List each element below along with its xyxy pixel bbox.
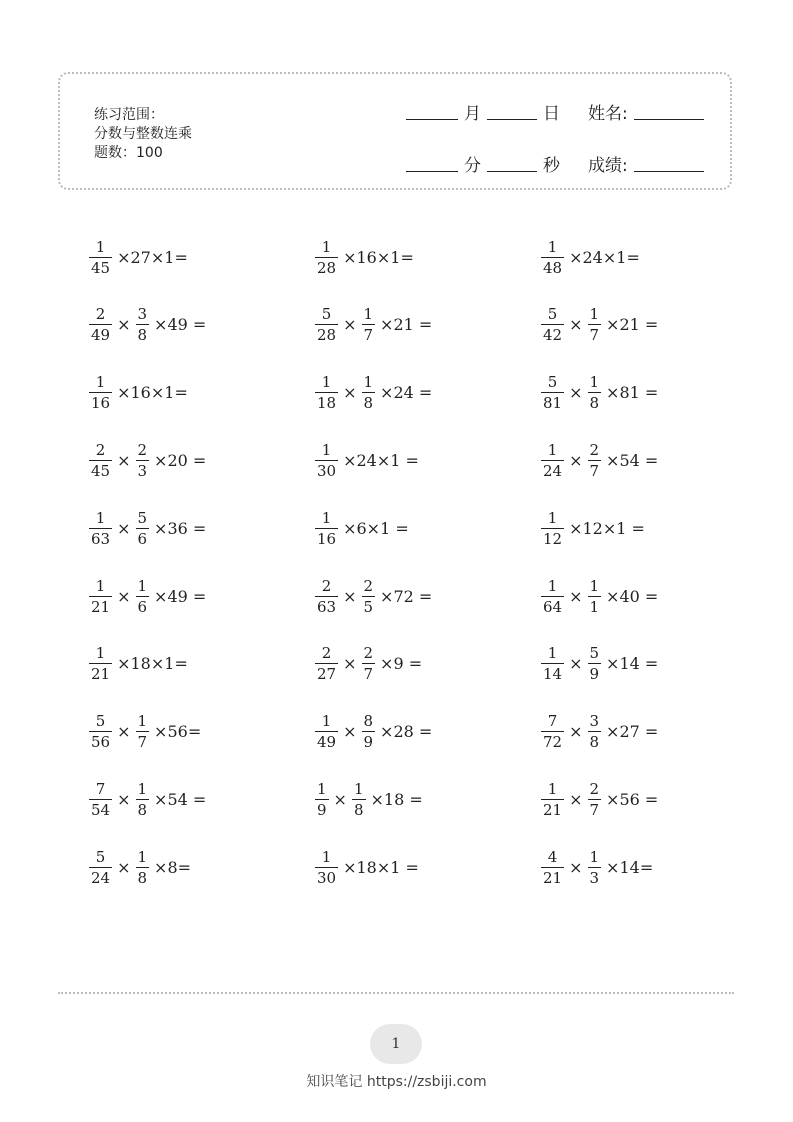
denominator: 42 (543, 326, 563, 345)
numerator: 1 (547, 508, 558, 527)
problem-item (86, 370, 188, 416)
numerator: 1 (137, 712, 148, 731)
denominator: 49 (91, 326, 111, 345)
numerator: 2 (137, 440, 148, 459)
problem-tail: ×18×1= (117, 654, 188, 674)
fraction (315, 712, 338, 751)
month-blank[interactable] (406, 103, 458, 120)
numerator: 7 (547, 712, 558, 731)
worksheet-info (94, 106, 192, 163)
denominator: 1 (589, 597, 600, 616)
denominator: 9 (317, 800, 327, 819)
problem-row (86, 573, 706, 623)
problem-tail: ×56= (154, 722, 202, 742)
numerator: 1 (137, 779, 148, 798)
problem-item (312, 641, 422, 687)
problem-item (86, 302, 206, 348)
problem-row (86, 776, 706, 826)
multiply-sign: × (343, 586, 357, 606)
denominator: 6 (137, 529, 148, 548)
problem-tail: ×14= (606, 857, 654, 877)
problem-tail: ×27×1= (117, 247, 188, 267)
denominator: 8 (363, 394, 374, 413)
denominator: 14 (543, 665, 563, 684)
multiply-sign: × (343, 383, 357, 403)
fraction (136, 780, 150, 819)
numerator: 1 (547, 779, 558, 798)
numerator: 2 (95, 440, 106, 459)
score-label: 成绩: (588, 155, 628, 176)
fraction (89, 712, 112, 751)
numerator: 1 (589, 847, 600, 866)
fraction (362, 373, 376, 412)
problem-item (538, 234, 640, 280)
numerator: 1 (317, 779, 327, 798)
denominator: 8 (137, 800, 148, 819)
numerator: 5 (547, 305, 558, 324)
fraction (89, 373, 112, 412)
numerator: 5 (547, 373, 558, 392)
second-label: 秒 (543, 155, 560, 176)
fraction (136, 848, 150, 887)
denominator: 7 (589, 326, 600, 345)
month-label: 月 (464, 103, 481, 124)
range-value: 分数与整数连乘 (94, 126, 192, 142)
numerator: 1 (589, 373, 600, 392)
problem-item (312, 370, 432, 416)
problem-row (86, 437, 706, 487)
problem-item (538, 437, 658, 483)
numerator: 2 (589, 779, 600, 798)
numerator: 1 (547, 576, 558, 595)
fraction (136, 441, 150, 480)
day-blank[interactable] (487, 103, 537, 120)
problem-item (86, 776, 206, 822)
denominator: 63 (91, 529, 111, 548)
fraction (89, 509, 112, 548)
problem-tail: ×72 = (380, 586, 433, 606)
multiply-sign: × (117, 586, 131, 606)
fraction (588, 441, 602, 480)
numerator: 1 (137, 576, 148, 595)
problem-item (312, 505, 409, 551)
numerator: 2 (321, 644, 332, 663)
problem-item (312, 776, 423, 822)
denominator: 7 (363, 326, 374, 345)
name-blank[interactable] (634, 103, 704, 120)
fraction (89, 441, 112, 480)
denominator: 81 (543, 394, 563, 413)
problem-item (538, 709, 658, 755)
denominator: 8 (589, 394, 600, 413)
problem-tail: ×56 = (606, 789, 659, 809)
fraction (136, 577, 150, 616)
numerator: 1 (321, 237, 332, 256)
fraction (136, 305, 150, 344)
footer-divider (58, 992, 734, 994)
fraction (588, 305, 602, 344)
fraction (541, 238, 564, 277)
denominator: 5 (363, 597, 374, 616)
problem-item (538, 776, 658, 822)
problem-item (86, 234, 188, 280)
problem-tail: ×21 = (606, 315, 659, 335)
problem-tail: ×20 = (154, 450, 207, 470)
fraction (362, 644, 376, 683)
fraction (588, 373, 602, 412)
problem-item (312, 437, 419, 483)
page-number: 1 (370, 1024, 422, 1064)
problem-item (538, 302, 658, 348)
numerator: 5 (95, 847, 106, 866)
denominator: 30 (317, 868, 337, 887)
problem-tail: ×81 = (606, 383, 659, 403)
problem-tail: ×49 = (154, 586, 207, 606)
numerator: 1 (137, 847, 148, 866)
problem-tail: ×54 = (154, 789, 207, 809)
fraction (315, 441, 338, 480)
problem-tail: ×8= (154, 857, 192, 877)
fraction (89, 644, 112, 683)
problem-item (312, 709, 432, 755)
numerator: 1 (95, 576, 106, 595)
day-label: 日 (543, 103, 560, 124)
problem-tail: ×28 = (380, 722, 433, 742)
problem-tail: ×6×1 = (343, 518, 409, 538)
multiply-sign: × (343, 654, 357, 674)
problem-tail: ×24×1= (569, 247, 640, 267)
fraction (588, 780, 602, 819)
denominator: 7 (589, 800, 600, 819)
denominator: 63 (317, 597, 337, 616)
multiply-sign: × (117, 857, 131, 877)
problem-tail: ×24×1 = (343, 450, 419, 470)
problem-count: 题数：100 (94, 145, 163, 161)
numerator: 1 (95, 237, 106, 256)
fraction (89, 305, 112, 344)
problem-tail: ×18 = (370, 789, 423, 809)
problem-row (86, 234, 706, 284)
denominator: 9 (363, 733, 374, 752)
denominator: 72 (543, 733, 563, 752)
problem-row (86, 641, 706, 691)
numerator: 1 (589, 305, 600, 324)
fraction (588, 848, 602, 887)
numerator: 1 (321, 373, 332, 392)
multiply-sign: × (333, 789, 347, 809)
problem-tail: ×14 = (606, 654, 659, 674)
minute-blank[interactable] (406, 155, 458, 172)
problem-item (312, 234, 414, 280)
problem-tail: ×21 = (380, 315, 433, 335)
numerator: 1 (547, 644, 558, 663)
denominator: 56 (91, 733, 111, 752)
fraction (541, 441, 564, 480)
fraction (362, 577, 376, 616)
problem-row (86, 505, 706, 555)
multiply-sign: × (117, 518, 131, 538)
date-name-row (406, 98, 716, 124)
fraction (315, 644, 338, 683)
problem-item (86, 709, 201, 755)
time-score-row (406, 150, 716, 176)
fraction (541, 712, 564, 751)
numerator: 5 (589, 644, 600, 663)
denominator: 7 (137, 733, 148, 752)
denominator: 21 (91, 665, 111, 684)
fraction (541, 848, 564, 887)
multiply-sign: × (343, 722, 357, 742)
numerator: 2 (95, 305, 106, 324)
denominator: 6 (137, 597, 148, 616)
fraction (541, 577, 564, 616)
problem-tail: ×49 = (154, 315, 207, 335)
numerator: 1 (321, 712, 332, 731)
problem-tail: ×24 = (380, 383, 433, 403)
fraction (541, 305, 564, 344)
denominator: 16 (317, 529, 337, 548)
denominator: 28 (317, 326, 337, 345)
multiply-sign: × (569, 654, 583, 674)
fraction (89, 780, 112, 819)
numerator: 2 (363, 644, 374, 663)
problem-item (538, 641, 658, 687)
multiply-sign: × (569, 315, 583, 335)
problem-tail: ×27 = (606, 722, 659, 742)
numerator: 1 (321, 440, 332, 459)
problem-tail: ×9 = (380, 654, 423, 674)
problem-item (86, 641, 188, 687)
problem-item (538, 370, 658, 416)
student-fields (406, 98, 716, 176)
denominator: 16 (91, 394, 111, 413)
problem-row (86, 709, 706, 759)
fraction (89, 577, 112, 616)
problem-item (86, 437, 206, 483)
problem-item (86, 573, 206, 619)
fraction (588, 644, 602, 683)
fraction (588, 712, 602, 751)
problem-tail: ×40 = (606, 586, 659, 606)
numerator: 3 (589, 712, 600, 731)
numerator: 1 (321, 508, 332, 527)
denominator: 7 (363, 665, 374, 684)
second-blank[interactable] (487, 155, 537, 172)
fraction (136, 509, 150, 548)
fraction (89, 848, 112, 887)
fraction (136, 712, 150, 751)
numerator: 2 (589, 440, 600, 459)
score-blank[interactable] (634, 155, 704, 172)
denominator: 9 (589, 665, 600, 684)
fraction (541, 509, 564, 548)
problem-row (86, 302, 706, 352)
numerator: 7 (95, 779, 106, 798)
denominator: 21 (543, 800, 563, 819)
denominator: 48 (543, 258, 563, 277)
problem-item (312, 573, 432, 619)
denominator: 30 (317, 461, 337, 480)
problem-tail: ×54 = (606, 450, 659, 470)
fraction (315, 848, 338, 887)
problem-item (312, 844, 419, 890)
fraction (362, 305, 376, 344)
numerator: 1 (321, 847, 332, 866)
multiply-sign: × (117, 315, 131, 335)
multiply-sign: × (117, 450, 131, 470)
range-label: 练习范围： (94, 107, 164, 123)
problem-item (86, 844, 191, 890)
problem-tail: ×12×1 = (569, 518, 645, 538)
minute-label: 分 (464, 155, 481, 176)
multiply-sign: × (569, 383, 583, 403)
fraction (89, 238, 112, 277)
denominator: 8 (589, 733, 600, 752)
denominator: 49 (317, 733, 337, 752)
numerator: 5 (137, 508, 148, 527)
denominator: 45 (91, 461, 111, 480)
denominator: 21 (543, 868, 563, 887)
denominator: 3 (137, 461, 148, 480)
problem-item (538, 505, 645, 551)
fraction (541, 644, 564, 683)
multiply-sign: × (569, 789, 583, 809)
worksheet-header (58, 72, 732, 190)
numerator: 1 (353, 779, 364, 798)
fraction (541, 373, 564, 412)
denominator: 64 (543, 597, 563, 616)
fraction (541, 780, 564, 819)
numerator: 5 (95, 712, 106, 731)
problem-item (86, 505, 206, 551)
numerator: 1 (95, 373, 106, 392)
numerator: 2 (321, 576, 332, 595)
fraction (352, 780, 366, 819)
problem-tail: ×16×1= (117, 383, 188, 403)
denominator: 27 (317, 665, 337, 684)
numerator: 1 (95, 644, 106, 663)
numerator: 1 (363, 373, 374, 392)
numerator: 1 (547, 237, 558, 256)
problem-row (86, 844, 706, 894)
problem-item (312, 302, 432, 348)
multiply-sign: × (569, 586, 583, 606)
numerator: 4 (547, 847, 558, 866)
fraction (315, 509, 338, 548)
denominator: 45 (91, 258, 111, 277)
multiply-sign: × (117, 722, 131, 742)
problem-tail: ×18×1 = (343, 857, 419, 877)
fraction (315, 373, 338, 412)
problem-item (538, 573, 658, 619)
multiply-sign: × (569, 450, 583, 470)
denominator: 24 (91, 868, 111, 887)
fraction (315, 577, 338, 616)
denominator: 28 (317, 258, 337, 277)
fraction (315, 238, 338, 277)
problem-row (86, 370, 706, 420)
fraction (315, 305, 338, 344)
numerator: 1 (363, 305, 374, 324)
site-credit: 知识笔记 https://zsbiji.com (306, 1074, 487, 1090)
name-label: 姓名: (588, 103, 628, 124)
numerator: 1 (589, 576, 600, 595)
denominator: 24 (543, 461, 563, 480)
fraction (588, 577, 602, 616)
numerator: 5 (321, 305, 332, 324)
denominator: 8 (137, 326, 148, 345)
denominator: 3 (589, 868, 600, 887)
problem-tail: ×36 = (154, 518, 207, 538)
denominator: 8 (137, 868, 148, 887)
multiply-sign: × (343, 315, 357, 335)
numerator: 1 (547, 440, 558, 459)
denominator: 12 (543, 529, 563, 548)
fraction (315, 780, 329, 819)
denominator: 8 (353, 800, 364, 819)
denominator: 18 (317, 394, 337, 413)
numerator: 2 (363, 576, 374, 595)
numerator: 8 (363, 712, 374, 731)
denominator: 54 (91, 800, 111, 819)
multiply-sign: × (569, 857, 583, 877)
problem-tail: ×16×1= (343, 247, 414, 267)
multiply-sign: × (117, 789, 131, 809)
denominator: 7 (589, 461, 600, 480)
fraction (362, 712, 376, 751)
numerator: 1 (95, 508, 106, 527)
numerator: 3 (137, 305, 148, 324)
multiply-sign: × (569, 722, 583, 742)
problem-item (538, 844, 653, 890)
denominator: 21 (91, 597, 111, 616)
